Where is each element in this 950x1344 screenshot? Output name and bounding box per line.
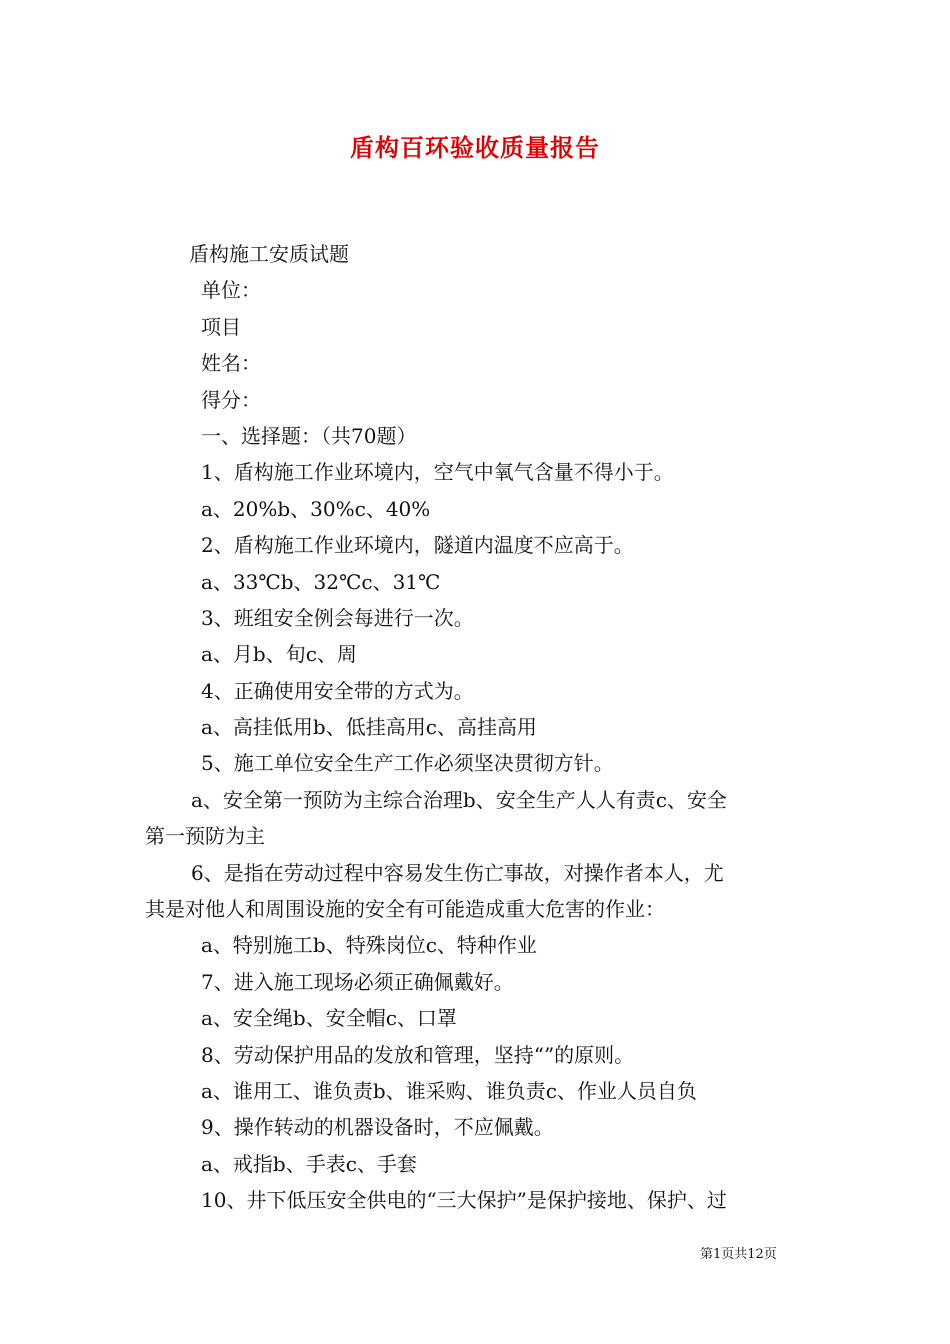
text-line: 单位：: [201, 278, 261, 303]
text-line: 项目: [201, 314, 241, 339]
text-line: a、33℃b、32℃c、31℃: [201, 569, 441, 594]
text-line: 5、施工单位安全生产工作必须坚决贯彻方针。: [201, 751, 614, 776]
text-line: a、谁用工、谁负责b、谁采购、谁负责c、作业人员自负: [201, 1078, 697, 1103]
text-line: 7、进入施工现场必须正确佩戴好。: [201, 969, 514, 994]
text-line: 3、班组安全例会每进行一次。: [201, 605, 474, 630]
text-line: a、月b、旬c、周: [201, 642, 357, 667]
text-line: a、安全绳b、安全帽c、口罩: [201, 1006, 457, 1031]
document-title: 盾构百环验收质量报告: [350, 133, 600, 162]
text-line: a、特别施工b、特殊岗位c、特种作业: [201, 933, 537, 958]
page-number: 第1页共12页: [700, 1247, 777, 1262]
text-line: 姓名：: [201, 351, 261, 376]
text-line: a、戒指b、手表c、手套: [201, 1151, 417, 1176]
text-line: 10、井下低压安全供电的“三大保护”是保护接地、保护、过: [201, 1188, 727, 1213]
text-line: 得分：: [201, 387, 261, 412]
text-line: 9、操作转动的机器设备时，不应佩戴。: [201, 1115, 554, 1140]
text-line: 1、盾构施工作业环境内，空气中氧气含量不得小于。: [201, 460, 674, 485]
text-line: 一、选择题：（共70题）: [201, 423, 417, 448]
text-line: 盾构施工安质试题: [189, 242, 349, 266]
text-line: 8、劳动保护用品的发放和管理，坚持“”的原则。: [201, 1042, 635, 1067]
text-line: 第一预防为主: [145, 824, 265, 849]
text-line: a、高挂低用b、低挂高用c、高挂高用: [201, 715, 537, 740]
text-line: 其是对他人和周围设施的安全有可能造成重大危害的作业：: [145, 897, 665, 922]
text-line: 6、是指在劳动过程中容易发生伤亡事故，对操作者本人，尤: [191, 860, 724, 885]
text-line: a、安全第一预防为主综合治理b、安全生产人人有责c、安全: [191, 787, 727, 812]
text-line: a、20%b、30%c、40%: [201, 496, 431, 521]
text-line: 4、正确使用安全带的方式为。: [201, 678, 474, 703]
document-body: [145, 236, 815, 1219]
text-line: 2、盾构施工作业环境内，隧道内温度不应高于。: [201, 533, 634, 558]
